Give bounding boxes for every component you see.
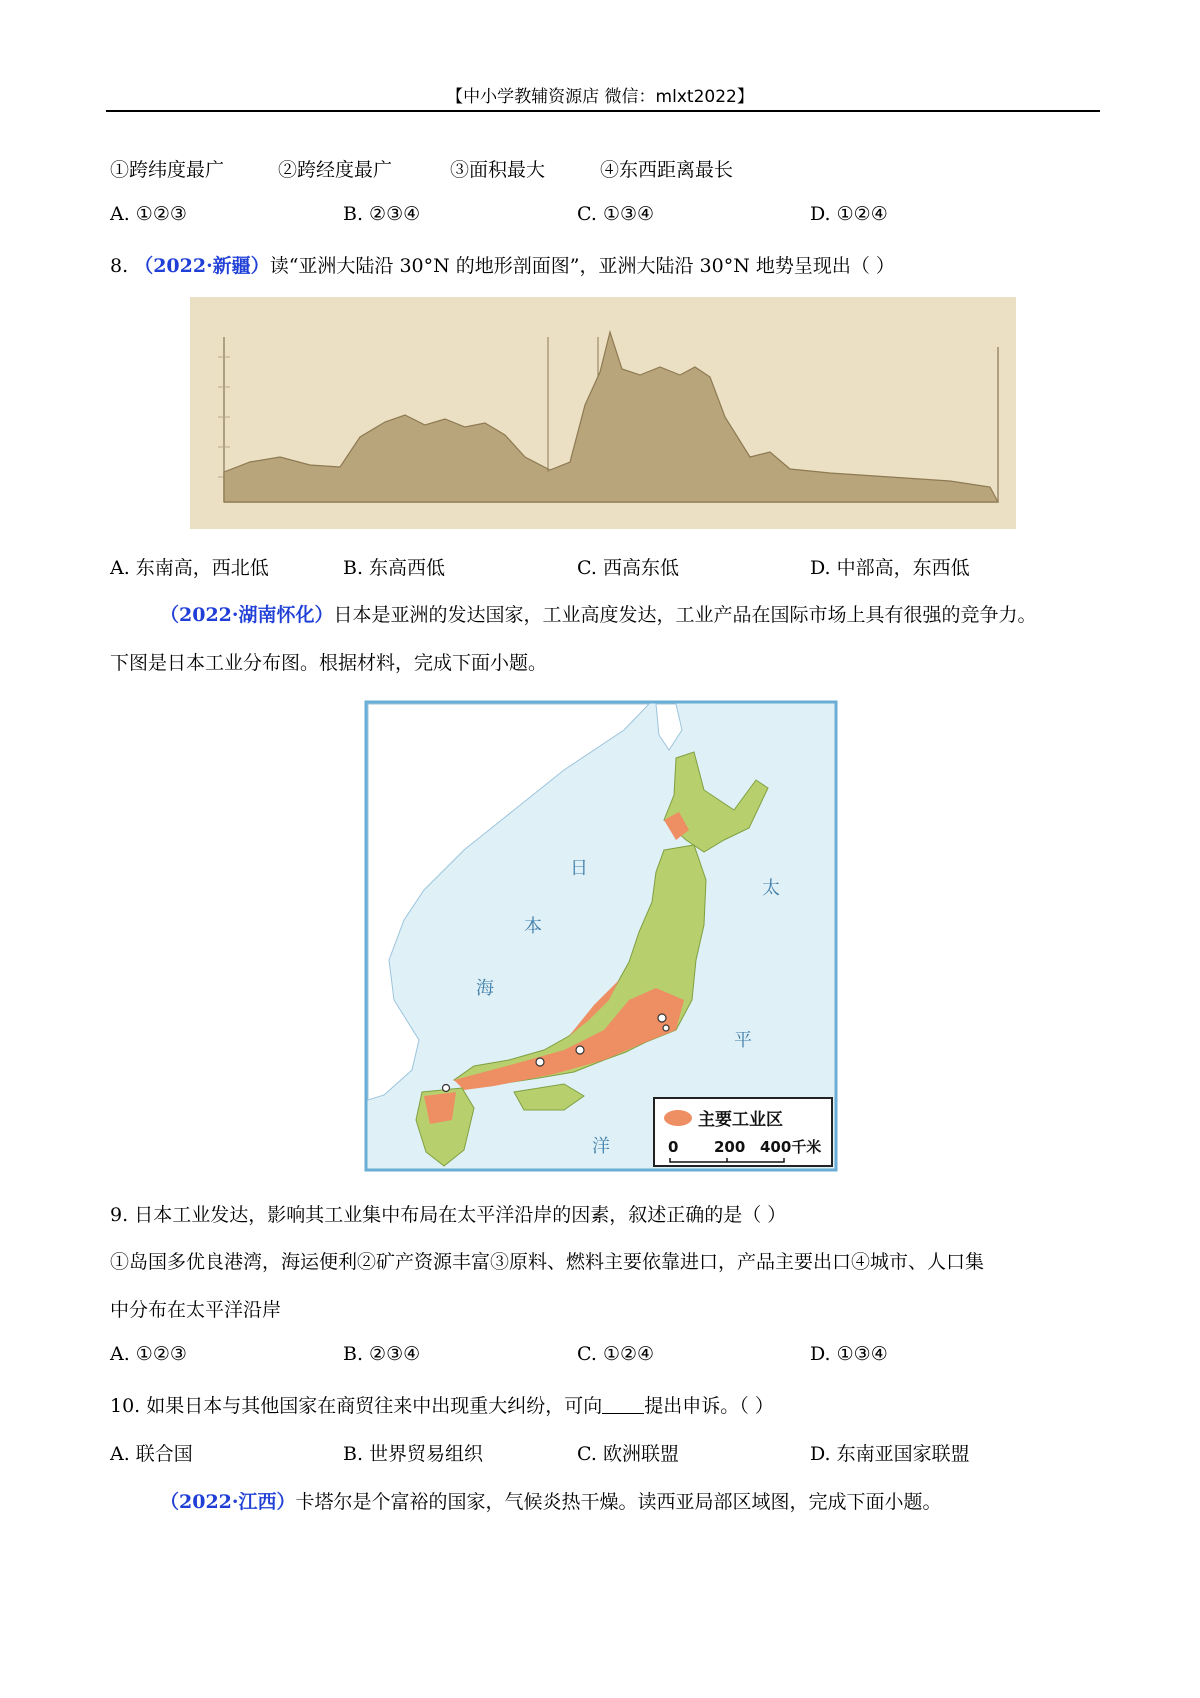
q8-option-b: B. 东高西低 bbox=[343, 557, 446, 579]
q7-option-c: C. ①③④ bbox=[577, 203, 655, 225]
header-rule bbox=[106, 110, 1100, 112]
ocean-label-3: 洋 bbox=[592, 1136, 610, 1157]
q9-number: 9. bbox=[110, 1204, 129, 1226]
japan-passage-source: （2022·湖南怀化） bbox=[160, 604, 334, 626]
q10-number: 10. bbox=[110, 1395, 141, 1417]
q7-statement-2: ②跨经度最广 bbox=[278, 159, 393, 181]
q8-option-a: A. 东南高，西北低 bbox=[110, 557, 269, 579]
scale-label-0: 0 bbox=[668, 1138, 679, 1156]
q9-option-d: D. ①③④ bbox=[810, 1343, 888, 1365]
q8-stem-text: 读“亚洲大陆沿 30°N 的地形剖面图”，亚洲大陆沿 30°N 地势呈现出（ ） bbox=[269, 255, 895, 277]
scale-label-400: 400千米 bbox=[760, 1138, 822, 1156]
scale-label-200: 200 bbox=[714, 1138, 746, 1156]
japan-passage-line1 bbox=[160, 600, 1037, 627]
q9-stem-text: 日本工业发达，影响其工业集中布局在太平洋沿岸的因素，叙述正确的是（ ） bbox=[134, 1204, 787, 1226]
q10-option-a: A. 联合国 bbox=[110, 1443, 193, 1465]
qatar-passage-source: （2022·江西） bbox=[160, 1491, 296, 1513]
q7-option-d: D. ①②④ bbox=[810, 203, 888, 225]
sea-label-1: 日 bbox=[570, 858, 588, 879]
q10-option-d: D. 东南亚国家联盟 bbox=[810, 1443, 970, 1465]
japan-passage-line2: 下图是日本工业分布图。根据材料，完成下面小题。 bbox=[110, 652, 548, 674]
q10-option-c: C. 欧洲联盟 bbox=[577, 1443, 679, 1465]
sea-label-2: 本 bbox=[524, 916, 542, 937]
qatar-passage bbox=[160, 1487, 942, 1514]
terrain-profile-figure bbox=[190, 297, 1016, 529]
q7-option-b: B. ②③④ bbox=[343, 203, 421, 225]
legend-industry-swatch bbox=[664, 1110, 692, 1126]
q10-stem-before: 如果日本与其他国家在商贸往来中出现重大纠纷，可向 bbox=[146, 1395, 603, 1417]
page-header: 【中小学教辅资源店 微信：mlxt2022】 bbox=[446, 87, 754, 107]
q8-option-d: D. 中部高，东西低 bbox=[810, 557, 970, 579]
q7-option-a: A. ①②③ bbox=[110, 203, 187, 225]
q8-option-c: C. 西高东低 bbox=[577, 557, 679, 579]
q9-option-a: A. ①②③ bbox=[110, 1343, 187, 1365]
legend-industry-label: 主要工业区 bbox=[698, 1110, 783, 1130]
q9-statements-line2: 中分布在太平洋沿岸 bbox=[110, 1299, 282, 1321]
ocean-label-2: 平 bbox=[734, 1030, 752, 1051]
q9-stem bbox=[110, 1200, 786, 1227]
q9-statements-line1: ①岛国多优良港湾，海运便利②矿产资源丰富③原料、燃料主要依靠进口，产品主要出口④城市、人口集 bbox=[110, 1251, 985, 1273]
japan-passage-text1: 日本是亚洲的发达国家，工业高度发达，工业产品在国际市场上具有很强的竞争力。 bbox=[333, 604, 1037, 626]
ocean-label-1: 太 bbox=[762, 878, 780, 899]
q10-blank bbox=[602, 1395, 644, 1414]
japan-industry-map bbox=[364, 700, 838, 1172]
q10-stem-after: 提出申诉。（ ） bbox=[644, 1395, 774, 1417]
q7-statement-3: ③面积最大 bbox=[450, 159, 546, 181]
sea-label-3: 海 bbox=[476, 978, 494, 999]
q8-stem bbox=[110, 251, 895, 278]
q7-statement-4: ④东西距离最长 bbox=[600, 159, 734, 181]
q10-option-b: B. 世界贸易组织 bbox=[343, 1443, 484, 1465]
q8-number: 8. bbox=[110, 255, 129, 277]
q9-option-c: C. ①②④ bbox=[577, 1343, 655, 1365]
q7-statement-1: ①跨纬度最广 bbox=[110, 159, 225, 181]
q8-source: （2022·新疆） bbox=[134, 255, 270, 277]
q9-option-b: B. ②③④ bbox=[343, 1343, 421, 1365]
q10-stem bbox=[110, 1391, 774, 1418]
qatar-passage-text: 卡塔尔是个富裕的国家，气候炎热干燥。读西亚局部区域图，完成下面小题。 bbox=[295, 1491, 942, 1513]
